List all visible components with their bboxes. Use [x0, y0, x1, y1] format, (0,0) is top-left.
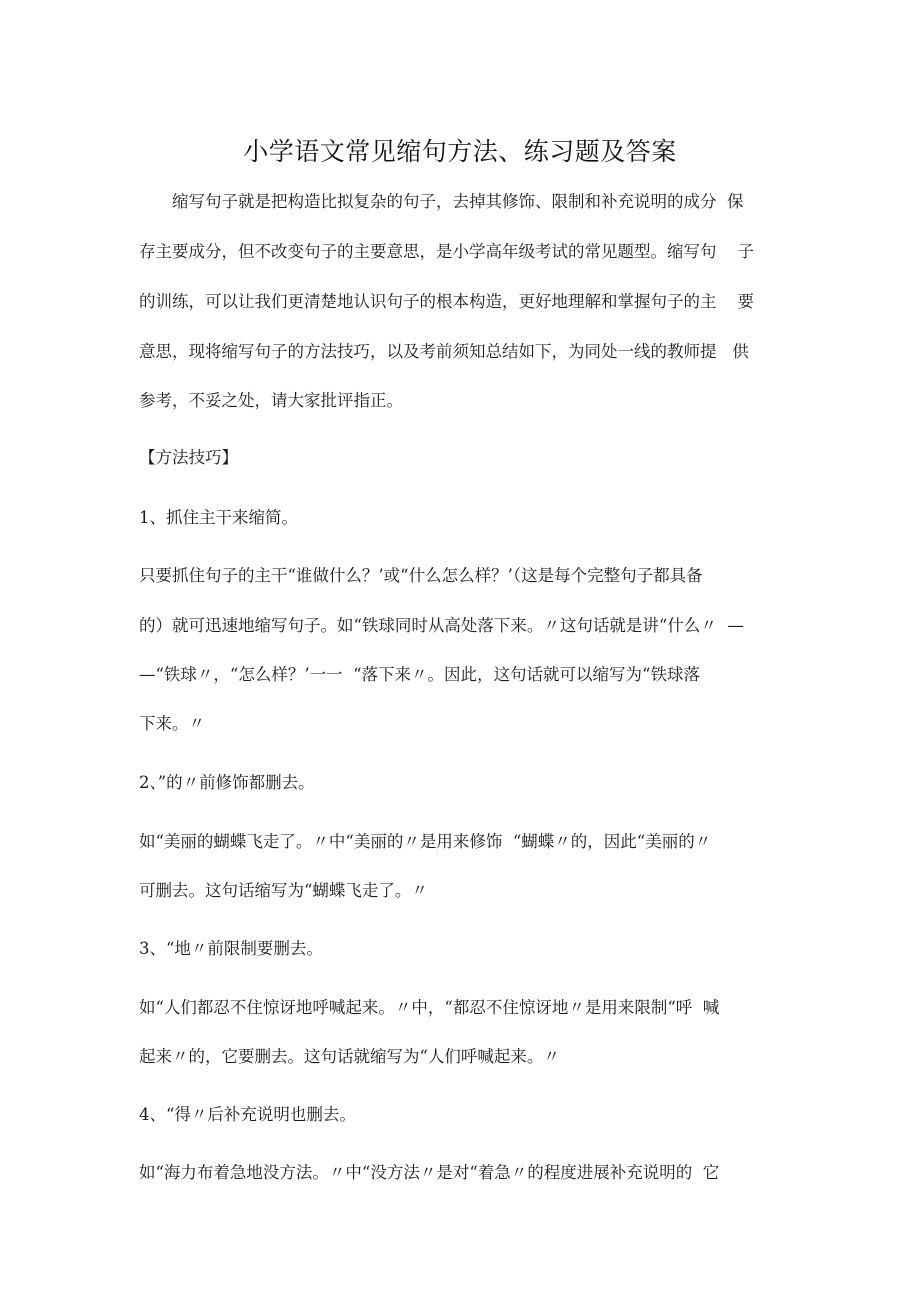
document-title: 小学语文常见缩句方法、练习题及答案: [243, 137, 677, 166]
intro-line: 的训练，可以让我们更清楚地认识句子的根本构造，更好地理解和掌握句子的主 要: [139, 292, 754, 311]
paragraph-line: 起来〃的，它要删去。这句话就缩写为“人们呼喊起来。〃: [139, 1047, 560, 1066]
section-heading: 【方法技巧】: [139, 448, 238, 467]
intro-line: 存主要成分，但不改变句子的主要意思，是小学高年级考试的常见题型。缩写句 子: [139, 242, 754, 261]
method-heading: 1、抓住主干来缩简。: [139, 508, 298, 527]
paragraph-line: 下来。〃: [139, 714, 205, 733]
paragraph-line: 只要抓住句子的主干“谁做什么？’或“什么怎么样？’（这是每个完整句子都具备: [139, 566, 703, 585]
method-heading: 3、“地〃前限制要删去。: [139, 939, 323, 958]
intro-line: 意思，现将缩写句子的方法技巧，以及考前须知总结如下，为同处一线的教师提 供: [139, 342, 749, 361]
paragraph-line: 如“海力布着急地没方法。〃中“没方法〃是对“着急〃的程度进展补充说明的 它: [139, 1163, 720, 1182]
paragraph-line: 的）就可迅速地缩写句子。如“铁球同时从高处落下来。〃这句话就是讲“什么〃 —: [139, 616, 744, 635]
paragraph-line: 如“人们都忍不住惊讶地呼喊起来。〃中，“都忍不住惊讶地〃是用来限制“呼 喊: [139, 998, 720, 1017]
intro-line: 参考，不妥之处，请大家批评指正。: [139, 391, 403, 410]
paragraph-line: —“铁球〃，“怎么样？’一一 “落下来〃。因此，这句话就可以缩写为“铁球落: [139, 665, 700, 684]
paragraph-line: 如“美丽的蝴蝶飞走了。〃中“美丽的〃是用来修饰 “蝴蝶〃的，因此“美丽的〃: [139, 832, 712, 851]
method-heading: 4、“得〃后补充说明也删去。: [139, 1105, 356, 1124]
paragraph-line: 可删去。这句话缩写为“蝴蝶飞走了。〃: [139, 881, 428, 900]
intro-line: 缩写句子就是把构造比拟复杂的句子，去掉其修饰、限制和补充说明的成分 保: [172, 192, 744, 211]
method-heading: 2、”的〃前修饰都删去。: [139, 773, 315, 792]
